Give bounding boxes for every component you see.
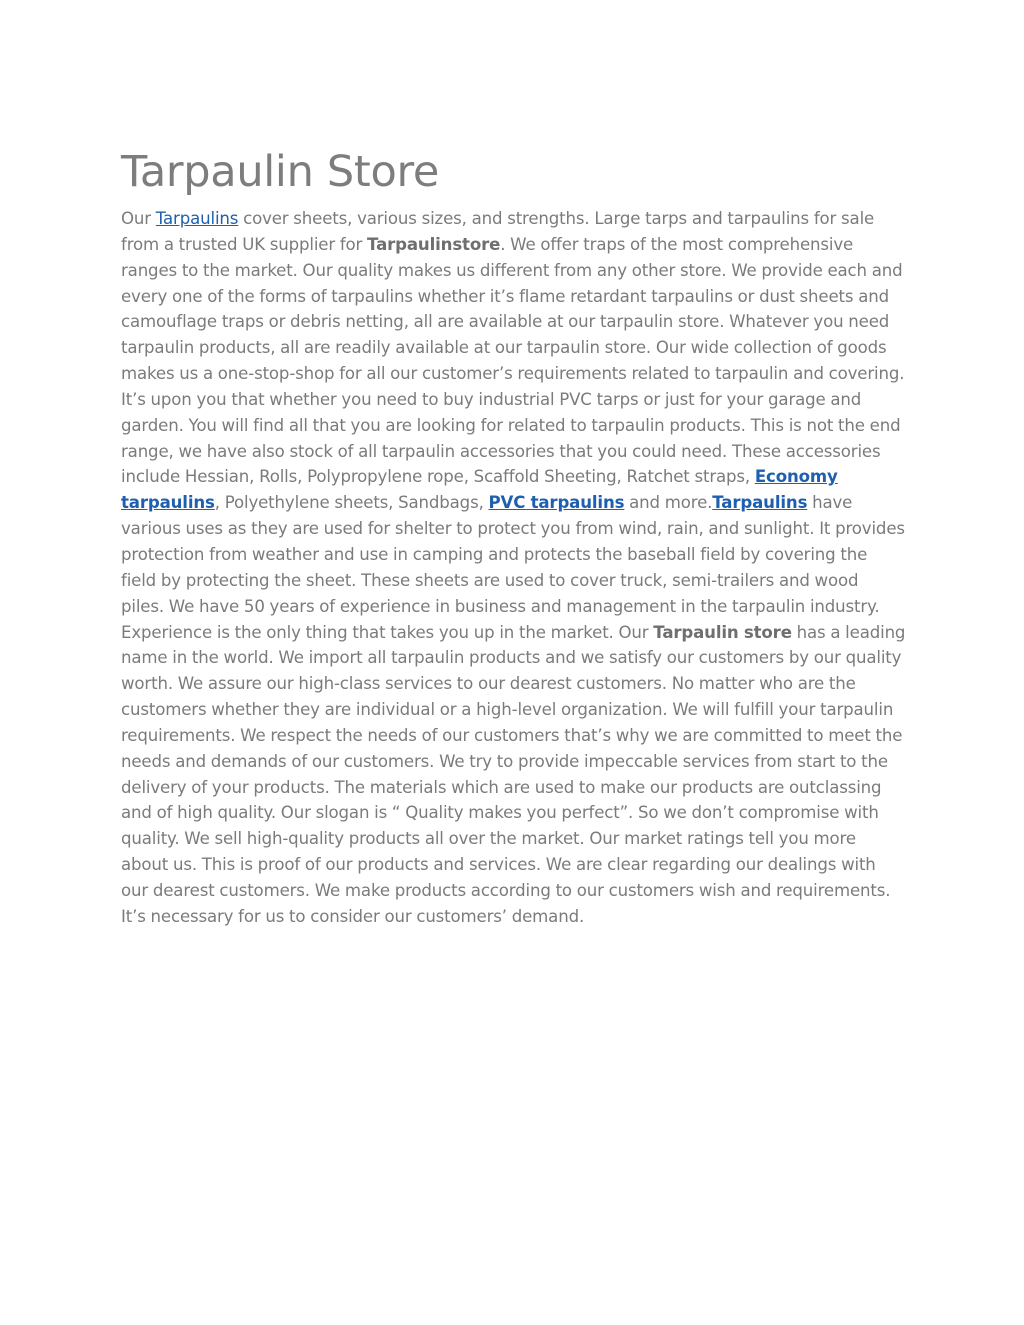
document-page: [121, 142, 906, 930]
text-segment: has a leading name in the world. We import all tarpaulin products and we satisfy our customers by our quality worth. We assure our high-class services to our dearest customers. No matter who are the customers whether they are individual or a high-level organization. We will fulfill your tarpaulin requirements. We respect the needs of our customers that’s why we are committed to meet the needs and demands of our customers. We try to provide impeccable services from start to the delivery of your products. The materials which are used to make our products are outclassing and of high quality. Our slogan is “ Quality makes you perfect”. So we don’t compromise with quality. We sell high-quality products all over the market. Our market ratings tell you more about us. This is proof of our products and services. We are clear regarding our dealings with our dearest customers. We make products according to our customers wish and requirements. It’s necessary for us to consider our customers’ demand.: [121, 622, 906, 926]
economy-tarpaulins-link[interactable]: Economy tarpaulins: [121, 467, 838, 513]
bold-tarpaulin-store: Tarpaulin store: [653, 622, 792, 642]
text-segment: . We offer traps of the most comprehensive ranges to the market. Our quality makes us different from any other store. We provide each and every one of the forms of tarpaulins whether it’s flame retardant tarpaulins or dust sheets and camouflage traps or debris netting, all are available at our tarpaulin store. Whatever you need tarpaulin products, all are readily available at our tarpaulin store. Our wide collection of goods makes us a one-stop-shop for all our customer’s requirements related to tarpaulin and covering. It’s upon you that whether you need to buy industrial PVC tarps or just for your garage and garden. You will find all that you are looking for related to tarpaulin products. This is not the end range, we have also stock of all tarpaulin accessories that you could need. These accessories include Hessian, Rolls, Polypropylene rope, Scaffold Sheeting, Ratchet straps,: [121, 234, 905, 487]
text-segment: cover sheets, various sizes, and strengths. Large tarps and tarpaulins for sale from a trusted UK supplier for: [121, 209, 875, 254]
text-segment: Our: [121, 209, 156, 228]
text-segment: and more.: [624, 493, 713, 513]
pvc-tarpaulins-link[interactable]: PVC tarpaulins: [488, 493, 625, 513]
body-paragraph: [121, 206, 906, 930]
page-title: Tarpaulin Store: [121, 147, 440, 197]
text-segment: have various uses as they are used for shelter to protect you from wind, rain, and sunlight. It provides protection from weather and use in camping and protects the baseball field by covering the field by protecting the sheet. These sheets are used to cover truck, semi-trailers and wood piles. We have 50 years of experience in business and management in the tarpaulin industry. Experience is the only thing that takes you up in the market. Our: [121, 493, 905, 642]
tarpaulins-bold-link[interactable]: Tarpaulins: [712, 493, 808, 513]
tarpaulins-link[interactable]: Tarpaulins: [155, 209, 239, 228]
text-segment: , Polyethylene sheets, Sandbags,: [214, 493, 489, 513]
bold-tarpaulinstore: Tarpaulinstore: [367, 234, 501, 254]
